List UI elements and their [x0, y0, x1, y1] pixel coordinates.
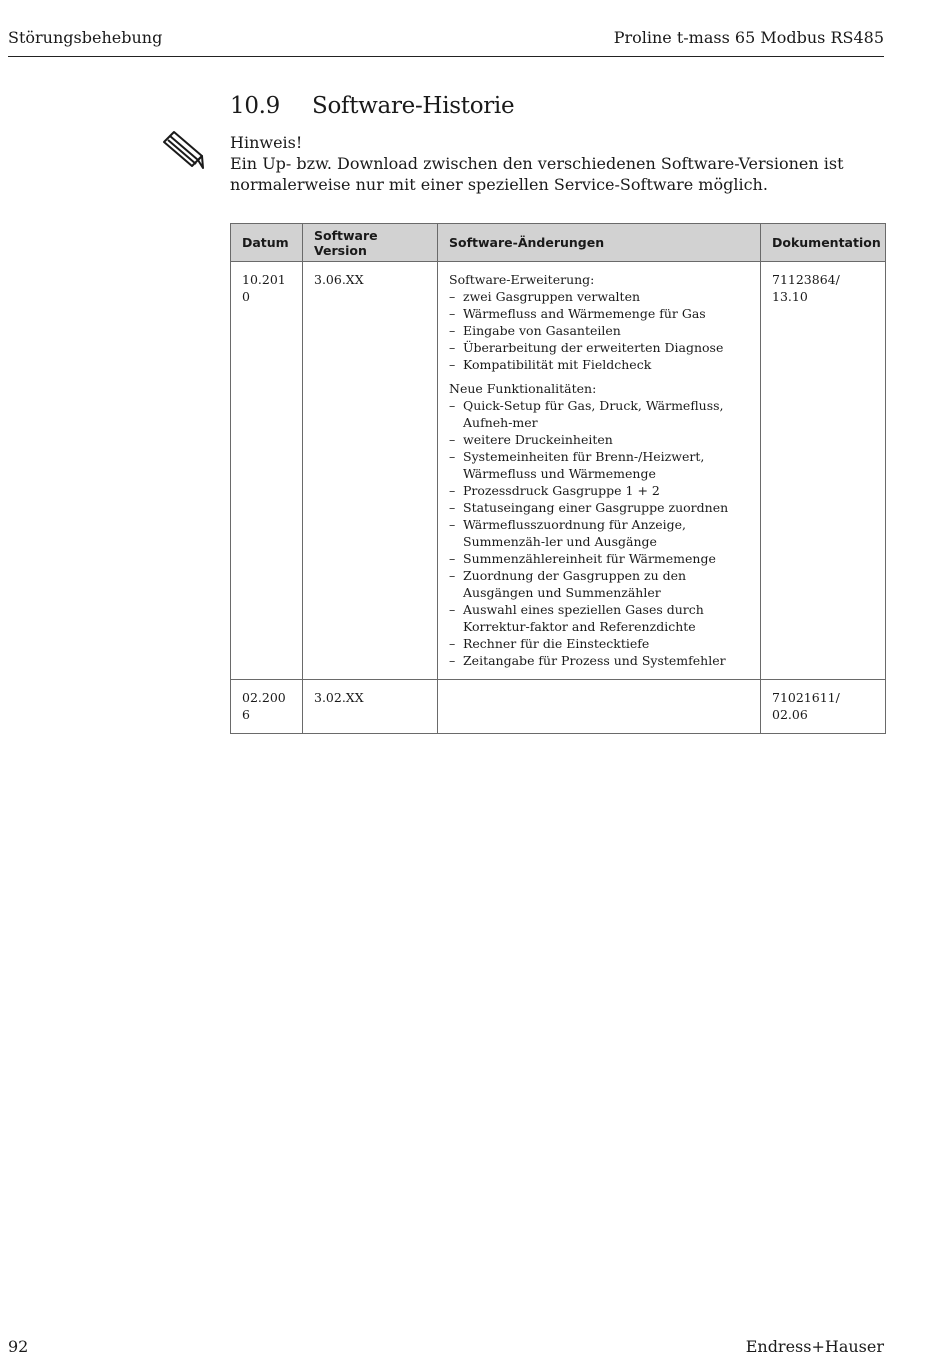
- running-header-section: Störungsbehebung: [8, 28, 163, 47]
- page-number: 92: [8, 1337, 29, 1356]
- section-number: 10.9: [230, 93, 281, 119]
- section-title: Software-Historie: [312, 93, 515, 119]
- change-item: – Wärmefluss and Wärmemenge für Gas: [449, 305, 749, 322]
- note-text: Ein Up- bzw. Download zwischen den verschiedenen Software-Versionen ist normalerweise nur mit einer speziellen Service-Software möglich.: [230, 154, 844, 194]
- header-divider: [8, 56, 884, 57]
- footer-brand: Endress+Hauser: [745, 1337, 884, 1356]
- cell-date: 10.2010: [231, 262, 303, 680]
- change-group-title: Neue Funktionalitäten:: [449, 381, 597, 396]
- table-row: [231, 680, 886, 734]
- change-item: – Statuseingang einer Gasgruppe zuordnen: [449, 499, 749, 516]
- cell-changes: [438, 680, 761, 734]
- header-changes: Software-Änderungen: [438, 224, 761, 262]
- change-item: – Zeitangabe für Prozess und Systemfehler: [449, 652, 749, 669]
- table-row: [231, 262, 886, 680]
- change-item: – Zuordnung der Gasgruppen zu den Ausgängen und Summenzähler: [449, 567, 749, 601]
- change-item: – Auswahl eines speziellen Gases durch Korrektur-faktor and Referenzdichte: [449, 601, 749, 635]
- change-item: – Summenzählereinheit für Wärmemenge: [449, 550, 749, 567]
- section-heading: [230, 93, 514, 119]
- change-item: – Eingabe von Gasanteilen: [449, 322, 749, 339]
- running-header-product: Proline t-mass 65 Modbus RS485: [613, 28, 884, 47]
- change-item: – Kompatibilität mit Fieldcheck: [449, 356, 749, 373]
- note-label: Hinweis!: [230, 133, 303, 152]
- header-docs: Dokumentation: [761, 224, 886, 262]
- change-item: – Quick-Setup für Gas, Druck, Wärmefluss, Aufneh-mer: [449, 397, 749, 431]
- change-item: – Wärmeflusszuordnung für Anzeige, Summenzäh-ler und Ausgänge: [449, 516, 749, 550]
- change-item: – Systemeinheiten für Brenn-/Heizwert, Wärmefluss und Wärmemenge: [449, 448, 749, 482]
- change-item: – Prozessdruck Gasgruppe 1 + 2: [449, 482, 749, 499]
- cell-docs: 71123864/ 13.10: [761, 262, 886, 680]
- cell-version: 3.06.XX: [303, 262, 438, 680]
- software-history-table: [230, 223, 886, 734]
- cell-version: 3.02.XX: [303, 680, 438, 734]
- header-version: Software Version: [303, 224, 438, 262]
- change-item: – zwei Gasgruppen verwalten: [449, 288, 749, 305]
- cell-docs: 71021611/ 02.06: [761, 680, 886, 734]
- change-list: [449, 288, 749, 373]
- header-date: Datum: [231, 224, 303, 262]
- change-item: – weitere Druckeinheiten: [449, 431, 749, 448]
- cell-changes: [438, 262, 761, 680]
- change-item: – Rechner für die Einstecktiefe: [449, 635, 749, 652]
- change-item: – Überarbeitung der erweiterten Diagnose: [449, 339, 749, 356]
- pencil-icon: [160, 130, 204, 170]
- cell-date: 02.2006: [231, 680, 303, 734]
- change-group-title: Software-Erweiterung:: [449, 272, 595, 287]
- table-header-row: [231, 224, 886, 262]
- change-list: [449, 397, 749, 669]
